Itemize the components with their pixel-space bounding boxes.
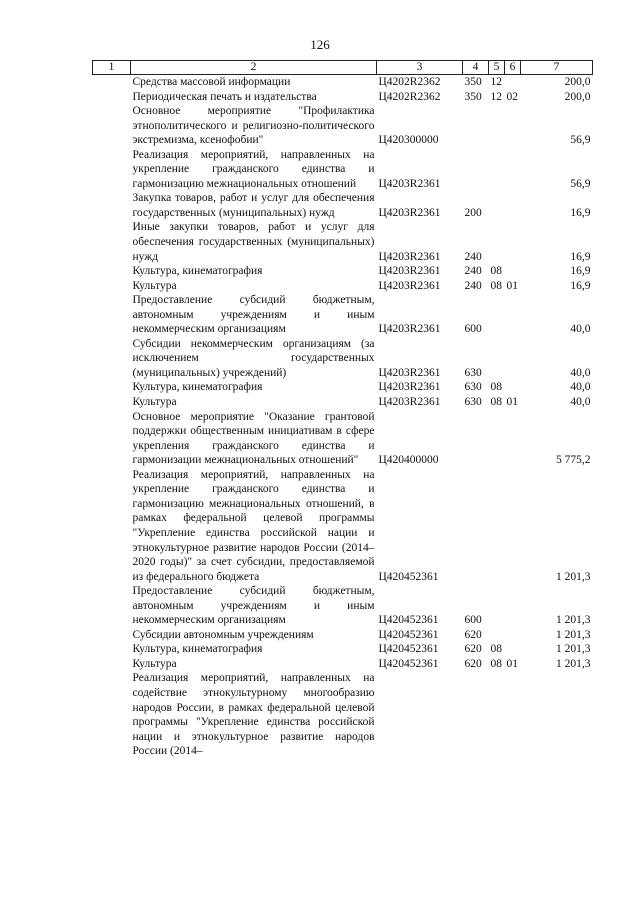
row-col-1 [93, 657, 131, 672]
row-target-code: Ц4203R2361 [378, 250, 441, 263]
row-col-1 [93, 148, 131, 192]
row-col-1 [93, 380, 131, 395]
row-expense-type: 620 [464, 643, 482, 656]
row-target-code: Ц4203R2361 [378, 177, 441, 190]
row-amount [521, 671, 593, 758]
row-expense-type: 620 [464, 657, 482, 670]
row-item-name: Культура [132, 279, 177, 292]
row-amount: 16,9 [570, 250, 591, 263]
row-section [489, 584, 505, 628]
row-target-code: Ц4203R2361 [378, 323, 441, 336]
table-row [93, 337, 593, 381]
row-subsection [505, 410, 521, 468]
row-expense-type: 240 [464, 265, 482, 278]
row-subsection [505, 220, 521, 264]
row-expense-type: 630 [464, 366, 482, 379]
table-row [93, 90, 593, 105]
row-section: 08 [490, 396, 502, 409]
row-target-code: Ц420452361 [378, 643, 439, 656]
row-amount: 40,0 [570, 381, 591, 394]
row-amount: 200,0 [564, 90, 591, 103]
row-expense-type [463, 671, 489, 758]
row-expense-type: 240 [464, 279, 482, 292]
budget-table [92, 60, 593, 759]
row-target-code: Ц4202R2362 [378, 90, 441, 103]
row-amount: 16,9 [570, 206, 591, 219]
row-expense-type: 630 [464, 381, 482, 394]
table-row [93, 628, 593, 643]
row-item-name: Предоставление субсидий бюджетным, автономным учреждениям и иным некоммерческим организациям [132, 294, 375, 336]
row-section [489, 220, 505, 264]
row-subsection: 01 [506, 279, 518, 292]
table-row [93, 279, 593, 294]
row-section: 12 [490, 76, 502, 88]
row-col-1 [93, 279, 131, 294]
row-subsection [505, 337, 521, 381]
row-col-1 [93, 264, 131, 279]
row-subsection [505, 380, 521, 395]
header-col-7: 7 [521, 61, 593, 75]
table-row [93, 104, 593, 148]
row-col-1 [93, 642, 131, 657]
row-subsection [505, 584, 521, 628]
row-section: 08 [490, 643, 502, 656]
row-expense-type: 630 [464, 396, 482, 409]
row-subsection: 01 [506, 396, 518, 409]
row-expense-type: 600 [464, 323, 482, 336]
row-amount: 1 201,3 [556, 614, 591, 627]
row-target-code: Ц4202R2362 [378, 76, 441, 88]
row-expense-type: 200 [464, 206, 482, 219]
row-target-code: Ц420452361 [378, 628, 439, 641]
row-section: 08 [490, 279, 502, 292]
table-row [93, 657, 593, 672]
row-target-code: Ц420400000 [378, 454, 439, 467]
row-section [489, 628, 505, 643]
row-subsection [505, 264, 521, 279]
row-item-name: Реализация мероприятий, направленных на укрепление гражданского единства и гармонизацию межнациональных отношений [132, 148, 375, 190]
row-col-1 [93, 75, 131, 90]
row-subsection: 01 [506, 657, 518, 670]
row-expense-type [463, 410, 489, 468]
row-section [489, 293, 505, 337]
row-target-code: Ц420452361 [378, 614, 439, 627]
row-section [489, 337, 505, 381]
table-row [93, 380, 593, 395]
row-col-1 [93, 410, 131, 468]
row-subsection [505, 104, 521, 148]
row-target-code [377, 671, 463, 758]
row-item-name: Культура [132, 396, 177, 409]
row-item-name: Культура, кинематография [132, 265, 263, 278]
row-target-code: Ц4203R2361 [378, 279, 441, 292]
row-section [489, 468, 505, 584]
row-subsection: 02 [506, 90, 518, 103]
row-amount: 1 201,3 [556, 657, 591, 670]
table-row [93, 642, 593, 657]
row-section: 08 [490, 265, 502, 278]
row-subsection [505, 293, 521, 337]
header-col-2: 2 [131, 61, 377, 75]
row-section: 12 [490, 90, 502, 103]
row-col-1 [93, 220, 131, 264]
row-expense-type [463, 104, 489, 148]
row-target-code: Ц4203R2361 [378, 396, 441, 409]
table-row [93, 191, 593, 220]
row-amount: 40,0 [570, 396, 591, 409]
row-amount: 1 201,3 [556, 643, 591, 656]
row-expense-type: 350 [464, 76, 482, 88]
row-item-name: Культура [132, 657, 177, 670]
row-subsection [505, 642, 521, 657]
row-amount: 40,0 [570, 366, 591, 379]
row-section: 08 [490, 657, 502, 670]
row-subsection [505, 191, 521, 220]
table-row [93, 468, 593, 584]
row-amount: 1 201,3 [556, 570, 591, 583]
row-expense-type [463, 148, 489, 192]
table-row [93, 410, 593, 468]
row-col-1 [93, 584, 131, 628]
row-item-name: Предоставление субсидий бюджетным, автономным учреждениям и иным некоммерческим организациям [132, 585, 375, 627]
row-target-code: Ц4203R2361 [378, 381, 441, 394]
row-col-1 [93, 395, 131, 410]
row-col-1 [93, 671, 131, 758]
header-col-6: 6 [505, 61, 521, 75]
row-target-code: Ц420452361 [378, 570, 439, 583]
row-subsection [505, 628, 521, 643]
page-number: 126 [310, 37, 330, 52]
table-row [93, 264, 593, 279]
row-item-name: Основное мероприятие "Оказание грантовой поддержки общественным инициативам в сфере укрепления гражданского единства и гармонизации межнациональных отношений" [132, 410, 375, 467]
table-row [93, 584, 593, 628]
row-col-1 [93, 337, 131, 381]
header-col-1: 1 [93, 61, 131, 75]
row-amount: 16,9 [570, 279, 591, 292]
row-item-name: Реализация мероприятий, направленных на укрепление гражданского единства и гармонизацию межнациональных отношений, в рамках федеральной целевой программы "Укрепление единства российской нации и этнокультурное развитие народов России (2014–2020 годы)" за счет субсидии, предоставляемой из федерального бюджета [132, 468, 375, 583]
row-subsection [505, 671, 521, 758]
row-amount: 5 775,2 [556, 454, 591, 467]
row-item-name: Иные закупки товаров, работ и услуг для обеспечения государственных (муниципальных) нужд [132, 221, 375, 263]
row-section [489, 104, 505, 148]
row-col-1 [93, 468, 131, 584]
table-body [93, 75, 593, 759]
table-row [93, 75, 593, 90]
row-col-1 [93, 191, 131, 220]
row-expense-type: 620 [464, 628, 482, 641]
row-amount: 56,9 [570, 177, 591, 190]
table-row [93, 220, 593, 264]
row-item-name: Средства массовой информации [132, 76, 291, 88]
row-item-name: Закупка товаров, работ и услуг для обеспечения государственных (муниципальных) нужд [132, 192, 375, 219]
row-section [489, 410, 505, 468]
row-expense-type: 240 [464, 250, 482, 263]
row-amount: 56,9 [570, 134, 591, 147]
row-col-1 [93, 293, 131, 337]
row-target-code: Ц4203R2361 [378, 366, 441, 379]
row-item-name: Культура, кинематография [132, 643, 263, 656]
row-item-name: Субсидии автономным учреждениям [132, 628, 314, 641]
row-target-code: Ц420452361 [378, 657, 439, 670]
row-section [489, 191, 505, 220]
row-section [489, 671, 505, 758]
row-expense-type [463, 468, 489, 584]
header-col-3: 3 [377, 61, 463, 75]
header-col-4: 4 [463, 61, 489, 75]
row-item-name: Периодическая печать и издательства [132, 90, 317, 103]
row-subsection [505, 468, 521, 584]
table-row [93, 395, 593, 410]
row-amount: 200,0 [564, 76, 591, 88]
header-col-5: 5 [489, 61, 505, 75]
table-row [93, 671, 593, 758]
row-target-code: Ц420300000 [378, 134, 439, 147]
row-amount: 40,0 [570, 323, 591, 336]
row-subsection [505, 75, 521, 90]
row-col-1 [93, 104, 131, 148]
row-amount: 16,9 [570, 265, 591, 278]
row-amount: 1 201,3 [556, 628, 591, 641]
row-col-1 [93, 90, 131, 105]
row-subsection [505, 148, 521, 192]
row-section [489, 148, 505, 192]
row-expense-type: 350 [464, 90, 482, 103]
row-section: 08 [490, 381, 502, 394]
row-target-code: Ц4203R2361 [378, 206, 441, 219]
row-col-1 [93, 628, 131, 643]
row-item-name: Реализация мероприятий, направленных на содействие этнокультурному многообразию народов России, в рамках федеральной целевой программы "Укрепление единства российской нации и этнокультурное развитие народов России (2014– [132, 672, 375, 758]
row-item-name: Культура, кинематография [132, 381, 263, 394]
table-header-row [93, 61, 593, 75]
table-row [93, 293, 593, 337]
row-item-name: Основное мероприятие "Профилактика этнополитического и религиозно-политического экстремизма, ксенофобии" [132, 105, 375, 147]
row-expense-type: 600 [464, 614, 482, 627]
table-row [93, 148, 593, 192]
row-item-name: Субсидии некоммерческим организациям (за исключением государственных (муниципальных) учреждений) [132, 337, 375, 379]
row-target-code: Ц4203R2361 [378, 265, 441, 278]
